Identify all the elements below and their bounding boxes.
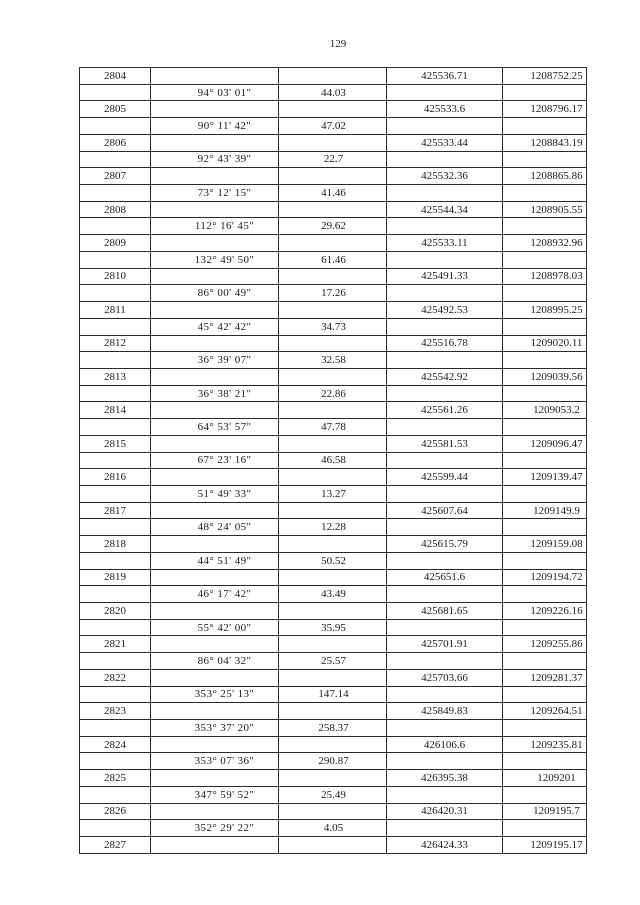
- x-coordinate-cell: 425516.78: [387, 336, 503, 353]
- y-coordinate-cell: 1208932.96: [503, 235, 587, 252]
- distance-cell: 17.26: [279, 285, 387, 302]
- empty-cell: [80, 118, 151, 135]
- empty-cell: [279, 302, 387, 319]
- empty-cell: [151, 302, 279, 319]
- station-number-cell: 2809: [80, 235, 151, 252]
- angle-cell: 86° 00' 49": [151, 285, 279, 302]
- distance-cell: 34.73: [279, 319, 387, 336]
- empty-cell: [279, 135, 387, 152]
- empty-cell: [151, 837, 279, 854]
- station-number-cell: 2805: [80, 101, 151, 118]
- empty-cell: [387, 419, 503, 436]
- angle-cell: 64° 53' 57": [151, 419, 279, 436]
- station-number-cell: 2826: [80, 804, 151, 821]
- empty-cell: [80, 653, 151, 670]
- distance-cell: 13.27: [279, 486, 387, 503]
- x-coordinate-cell: 425701.91: [387, 636, 503, 653]
- angle-cell: 132° 49' 50": [151, 252, 279, 269]
- y-coordinate-cell: 1209226.16: [503, 603, 587, 620]
- empty-cell: [503, 419, 587, 436]
- empty-cell: [503, 118, 587, 135]
- empty-cell: [279, 670, 387, 687]
- empty-cell: [151, 135, 279, 152]
- empty-cell: [279, 636, 387, 653]
- page-number: 129: [329, 38, 347, 50]
- angle-cell: 92° 43' 39": [151, 152, 279, 169]
- empty-cell: [80, 419, 151, 436]
- empty-cell: [503, 352, 587, 369]
- empty-cell: [503, 787, 587, 804]
- angle-cell: 45° 42' 42": [151, 319, 279, 336]
- y-coordinate-cell: 1208796.17: [503, 101, 587, 118]
- empty-cell: [503, 519, 587, 536]
- y-coordinate-cell: 1209264.51: [503, 703, 587, 720]
- x-coordinate-cell: 425533.6: [387, 101, 503, 118]
- empty-cell: [503, 687, 587, 704]
- station-number-cell: 2825: [80, 770, 151, 787]
- x-coordinate-cell: 426106.6: [387, 737, 503, 754]
- empty-cell: [503, 252, 587, 269]
- empty-cell: [151, 369, 279, 386]
- x-coordinate-cell: 425561.26: [387, 402, 503, 419]
- distance-cell: 290.87: [279, 753, 387, 770]
- empty-cell: [387, 118, 503, 135]
- distance-cell: 12.28: [279, 519, 387, 536]
- empty-cell: [503, 185, 587, 202]
- empty-cell: [279, 235, 387, 252]
- station-number-cell: 2815: [80, 436, 151, 453]
- x-coordinate-cell: 425581.53: [387, 436, 503, 453]
- empty-cell: [503, 386, 587, 403]
- x-coordinate-cell: 426420.31: [387, 804, 503, 821]
- empty-cell: [80, 553, 151, 570]
- y-coordinate-cell: 1208995.25: [503, 302, 587, 319]
- empty-cell: [387, 553, 503, 570]
- empty-cell: [80, 753, 151, 770]
- empty-cell: [279, 436, 387, 453]
- y-coordinate-cell: 1209195.7: [503, 804, 587, 821]
- station-number-cell: 2804: [80, 68, 151, 85]
- x-coordinate-cell: 425651.6: [387, 570, 503, 587]
- empty-cell: [387, 653, 503, 670]
- empty-cell: [80, 620, 151, 637]
- empty-cell: [279, 703, 387, 720]
- empty-cell: [503, 753, 587, 770]
- empty-cell: [387, 687, 503, 704]
- empty-cell: [151, 68, 279, 85]
- y-coordinate-cell: 1209159.08: [503, 536, 587, 553]
- empty-cell: [80, 453, 151, 470]
- empty-cell: [279, 837, 387, 854]
- empty-cell: [279, 503, 387, 520]
- empty-cell: [387, 820, 503, 837]
- distance-cell: 41.46: [279, 185, 387, 202]
- empty-cell: [387, 319, 503, 336]
- distance-cell: 29.62: [279, 218, 387, 235]
- angle-cell: 353° 07' 36": [151, 753, 279, 770]
- empty-cell: [279, 737, 387, 754]
- empty-cell: [387, 720, 503, 737]
- empty-cell: [80, 486, 151, 503]
- empty-cell: [279, 101, 387, 118]
- distance-cell: 258.37: [279, 720, 387, 737]
- empty-cell: [503, 620, 587, 637]
- station-number-cell: 2806: [80, 135, 151, 152]
- empty-cell: [503, 486, 587, 503]
- empty-cell: [503, 553, 587, 570]
- empty-cell: [279, 804, 387, 821]
- y-coordinate-cell: 1209053.2: [503, 402, 587, 419]
- angle-cell: 94° 03' 01": [151, 85, 279, 102]
- empty-cell: [151, 770, 279, 787]
- empty-cell: [151, 235, 279, 252]
- station-number-cell: 2817: [80, 503, 151, 520]
- empty-cell: [151, 737, 279, 754]
- empty-cell: [503, 453, 587, 470]
- station-number-cell: 2822: [80, 670, 151, 687]
- y-coordinate-cell: 1209139.47: [503, 469, 587, 486]
- distance-cell: 25.49: [279, 787, 387, 804]
- station-number-cell: 2810: [80, 269, 151, 286]
- x-coordinate-cell: 425542.92: [387, 369, 503, 386]
- station-number-cell: 2821: [80, 636, 151, 653]
- empty-cell: [279, 603, 387, 620]
- distance-cell: 25.57: [279, 653, 387, 670]
- angle-cell: 51° 49' 33": [151, 486, 279, 503]
- empty-cell: [503, 820, 587, 837]
- distance-cell: 47.02: [279, 118, 387, 135]
- distance-cell: 35.95: [279, 620, 387, 637]
- distance-cell: 43.49: [279, 586, 387, 603]
- angle-cell: 44° 51' 49": [151, 553, 279, 570]
- station-number-cell: 2818: [80, 536, 151, 553]
- empty-cell: [151, 101, 279, 118]
- empty-cell: [279, 68, 387, 85]
- x-coordinate-cell: 425615.79: [387, 536, 503, 553]
- angle-cell: 46° 17' 42": [151, 586, 279, 603]
- distance-cell: 46.58: [279, 453, 387, 470]
- distance-cell: 32.58: [279, 352, 387, 369]
- empty-cell: [279, 570, 387, 587]
- y-coordinate-cell: 1209235.81: [503, 737, 587, 754]
- empty-cell: [387, 185, 503, 202]
- y-coordinate-cell: 1209201: [503, 770, 587, 787]
- empty-cell: [387, 152, 503, 169]
- x-coordinate-cell: 425536.71: [387, 68, 503, 85]
- y-coordinate-cell: 1209255.86: [503, 636, 587, 653]
- distance-cell: 4.05: [279, 820, 387, 837]
- empty-cell: [151, 703, 279, 720]
- y-coordinate-cell: 1208905.55: [503, 202, 587, 219]
- empty-cell: [80, 152, 151, 169]
- empty-cell: [503, 218, 587, 235]
- y-coordinate-cell: 1208752.25: [503, 68, 587, 85]
- station-number-cell: 2812: [80, 336, 151, 353]
- angle-cell: 353° 37' 20": [151, 720, 279, 737]
- angle-cell: 347° 59' 52": [151, 787, 279, 804]
- empty-cell: [80, 85, 151, 102]
- x-coordinate-cell: 425533.44: [387, 135, 503, 152]
- empty-cell: [279, 336, 387, 353]
- angle-cell: 86° 04' 32": [151, 653, 279, 670]
- empty-cell: [503, 285, 587, 302]
- empty-cell: [503, 85, 587, 102]
- empty-cell: [151, 670, 279, 687]
- y-coordinate-cell: 1209149.9: [503, 503, 587, 520]
- station-number-cell: 2820: [80, 603, 151, 620]
- angle-cell: 112° 16' 45": [151, 218, 279, 235]
- empty-cell: [80, 218, 151, 235]
- empty-cell: [387, 753, 503, 770]
- empty-cell: [387, 218, 503, 235]
- y-coordinate-cell: 1209039.56: [503, 369, 587, 386]
- empty-cell: [387, 620, 503, 637]
- x-coordinate-cell: 425532.36: [387, 168, 503, 185]
- empty-cell: [279, 469, 387, 486]
- x-coordinate-cell: 425849.83: [387, 703, 503, 720]
- distance-cell: 61.46: [279, 252, 387, 269]
- angle-cell: 90° 11' 42": [151, 118, 279, 135]
- x-coordinate-cell: 425533.11: [387, 235, 503, 252]
- y-coordinate-cell: 1208843.19: [503, 135, 587, 152]
- angle-cell: 55° 42' 00": [151, 620, 279, 637]
- x-coordinate-cell: 426395.38: [387, 770, 503, 787]
- empty-cell: [503, 319, 587, 336]
- empty-cell: [80, 252, 151, 269]
- empty-cell: [80, 720, 151, 737]
- station-number-cell: 2813: [80, 369, 151, 386]
- angle-cell: 73° 12' 15": [151, 185, 279, 202]
- distance-cell: 50.52: [279, 553, 387, 570]
- empty-cell: [151, 804, 279, 821]
- empty-cell: [151, 436, 279, 453]
- empty-cell: [80, 519, 151, 536]
- empty-cell: [80, 285, 151, 302]
- empty-cell: [80, 352, 151, 369]
- y-coordinate-cell: 1209281.37: [503, 670, 587, 687]
- station-number-cell: 2823: [80, 703, 151, 720]
- y-coordinate-cell: 1209195.17: [503, 837, 587, 854]
- empty-cell: [387, 787, 503, 804]
- empty-cell: [503, 152, 587, 169]
- distance-cell: 147.14: [279, 687, 387, 704]
- x-coordinate-cell: 425681.65: [387, 603, 503, 620]
- empty-cell: [503, 586, 587, 603]
- angle-cell: 36° 39' 07": [151, 352, 279, 369]
- station-number-cell: 2811: [80, 302, 151, 319]
- empty-cell: [503, 653, 587, 670]
- coordinates-table: [79, 67, 587, 854]
- y-coordinate-cell: 1209194.72: [503, 570, 587, 587]
- empty-cell: [151, 402, 279, 419]
- x-coordinate-cell: 425491.33: [387, 269, 503, 286]
- empty-cell: [279, 168, 387, 185]
- x-coordinate-cell: 425544.34: [387, 202, 503, 219]
- empty-cell: [80, 820, 151, 837]
- empty-cell: [279, 770, 387, 787]
- angle-cell: 353° 25' 13": [151, 687, 279, 704]
- empty-cell: [80, 687, 151, 704]
- station-number-cell: 2808: [80, 202, 151, 219]
- distance-cell: 47.78: [279, 419, 387, 436]
- empty-cell: [387, 252, 503, 269]
- x-coordinate-cell: 425492.53: [387, 302, 503, 319]
- station-number-cell: 2827: [80, 837, 151, 854]
- empty-cell: [387, 352, 503, 369]
- empty-cell: [151, 503, 279, 520]
- empty-cell: [387, 486, 503, 503]
- x-coordinate-cell: 425703.66: [387, 670, 503, 687]
- empty-cell: [279, 269, 387, 286]
- empty-cell: [151, 336, 279, 353]
- empty-cell: [80, 386, 151, 403]
- empty-cell: [503, 720, 587, 737]
- empty-cell: [387, 586, 503, 603]
- empty-cell: [151, 536, 279, 553]
- y-coordinate-cell: 1208978.03: [503, 269, 587, 286]
- empty-cell: [151, 168, 279, 185]
- station-number-cell: 2816: [80, 469, 151, 486]
- angle-cell: 67° 23' 16": [151, 453, 279, 470]
- empty-cell: [387, 386, 503, 403]
- distance-cell: 22.86: [279, 386, 387, 403]
- angle-cell: 352° 29' 22": [151, 820, 279, 837]
- x-coordinate-cell: 425599.44: [387, 469, 503, 486]
- empty-cell: [151, 202, 279, 219]
- empty-cell: [387, 85, 503, 102]
- station-number-cell: 2824: [80, 737, 151, 754]
- empty-cell: [279, 202, 387, 219]
- empty-cell: [151, 469, 279, 486]
- empty-cell: [151, 603, 279, 620]
- y-coordinate-cell: 1208865.86: [503, 168, 587, 185]
- empty-cell: [387, 519, 503, 536]
- empty-cell: [80, 185, 151, 202]
- empty-cell: [80, 787, 151, 804]
- empty-cell: [80, 319, 151, 336]
- station-number-cell: 2814: [80, 402, 151, 419]
- empty-cell: [279, 536, 387, 553]
- empty-cell: [80, 586, 151, 603]
- empty-cell: [387, 453, 503, 470]
- x-coordinate-cell: 426424.33: [387, 837, 503, 854]
- empty-cell: [387, 285, 503, 302]
- station-number-cell: 2819: [80, 570, 151, 587]
- empty-cell: [151, 269, 279, 286]
- y-coordinate-cell: 1209096.47: [503, 436, 587, 453]
- x-coordinate-cell: 425607.64: [387, 503, 503, 520]
- angle-cell: 36° 38' 21": [151, 386, 279, 403]
- empty-cell: [151, 570, 279, 587]
- y-coordinate-cell: 1209020.11: [503, 336, 587, 353]
- angle-cell: 48° 24' 05": [151, 519, 279, 536]
- station-number-cell: 2807: [80, 168, 151, 185]
- empty-cell: [279, 402, 387, 419]
- empty-cell: [279, 369, 387, 386]
- empty-cell: [151, 636, 279, 653]
- distance-cell: 22.7: [279, 152, 387, 169]
- distance-cell: 44.03: [279, 85, 387, 102]
